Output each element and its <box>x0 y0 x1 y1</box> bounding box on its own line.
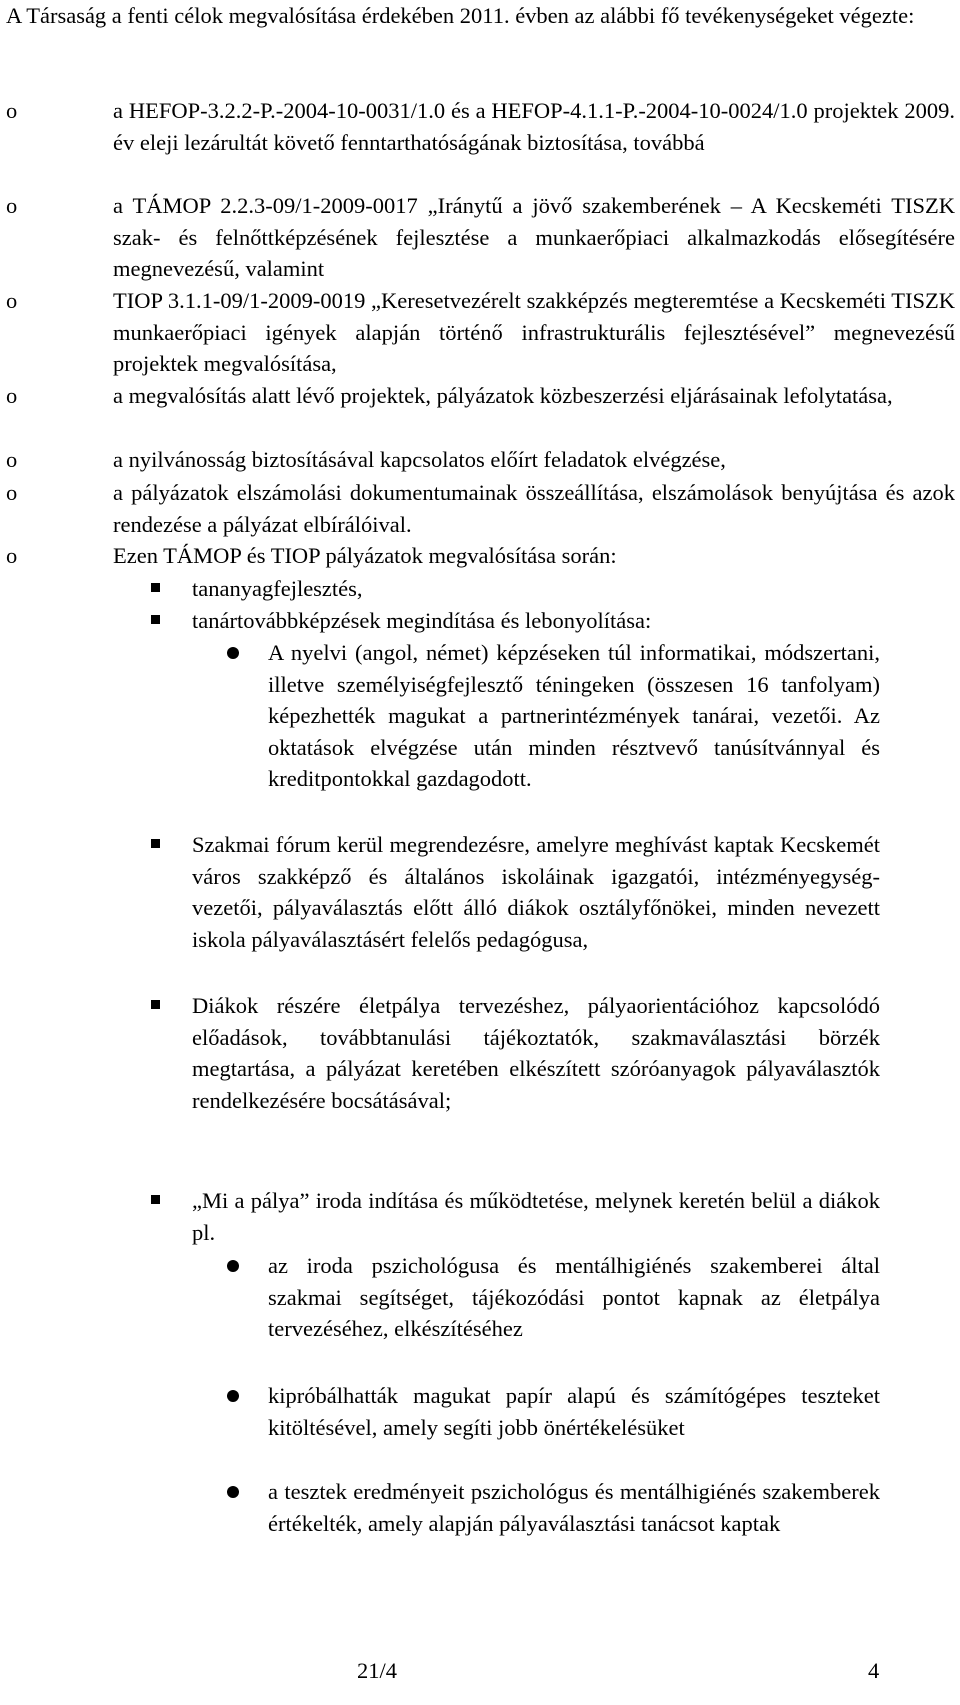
square-bullet-icon <box>151 839 160 848</box>
round-bullet-icon <box>227 1260 239 1272</box>
list-item: a nyilvánosság biztosításával kapcsolatos előírt feladatok elvégzése, <box>113 447 726 472</box>
sub-list-item: Diákok részére életpálya tervezéshez, pályaorientációhoz kapcsolódó előadások, továbbtanulási tájékoztatók, szakmaválasztási börzék megtartása, a pályázat keretében elkészített szóróanyagok pályaválasztók rendelkezésére bocsátásával; <box>192 993 880 1113</box>
sub-sub-list-item: kipróbálhatták magukat papír alapú és számítógépes teszteket kitöltésével, amely segíti jobb önértékelésüket <box>268 1383 880 1440</box>
list-marker: o <box>6 98 18 123</box>
square-bullet-icon <box>151 1195 160 1204</box>
page-counter: 4 <box>868 1658 880 1683</box>
sub-sub-list-item: a tesztek eredményeit pszichológus és mentálhigiénés szakemberek értékelték, amely alapján pályaválasztási tanácsot kaptak <box>268 1479 880 1536</box>
sub-list-item: tanártovábbképzések megindítása és lebonyolítása: <box>192 608 652 633</box>
intro-paragraph: A Társaság a fenti célok megvalósítása érdekében 2011. évben az alábbi fő tevékenységeket végezte: <box>6 3 915 28</box>
list-item: a megvalósítás alatt lévő projektek, pályázatok közbeszerzési eljárásainak lefolytatása, <box>113 383 893 408</box>
list-item: Ezen TÁMOP és TIOP pályázatok megvalósítása során: <box>113 543 617 568</box>
list-item: a pályázatok elszámolási dokumentumainak összeállítása, elszámolások benyújtása és azok rendezése a pályázat elbírálóival. <box>113 480 955 537</box>
list-marker: o <box>6 480 18 505</box>
square-bullet-icon <box>151 615 160 624</box>
round-bullet-icon <box>227 647 239 659</box>
list-item: TIOP 3.1.1-09/1-2009-0019 „Keresetvezérelt szakképzés megteremtése a Kecskeméti TISZK munkaerőpiaci igények alapján történő infrastrukturális fejlesztésével” megnevezésű projektek megvalósítása, <box>113 288 955 376</box>
sub-list-item: Szakmai fórum kerül megrendezésre, amelyre meghívást kaptak Kecskemét város szakképző és általános iskoláinak igazgatói, intézményegység-vezetői, pályaválasztás előtt álló diákok osztályfőnökei, minden nevezett iskola pályaválasztásért felelős pedagógusa, <box>192 832 880 952</box>
square-bullet-icon <box>151 1000 160 1009</box>
list-marker: o <box>6 288 18 313</box>
list-marker: o <box>6 447 18 472</box>
round-bullet-icon <box>227 1486 239 1498</box>
page-number: 21/4 <box>357 1658 398 1683</box>
sub-sub-list-item: A nyelvi (angol, német) képzéseken túl informatikai, módszertani, illetve személyiségfejlesztő téningeken (összesen 16 tanfolyam) képezhették magukat a partnerintézmények tanárai, vezetői. Az oktatások elvégzése után minden résztvevő tanúsítvánnyal és kreditpontokkal gazdagodott. <box>268 640 880 791</box>
sub-list-item: tananyagfejlesztés, <box>192 576 363 601</box>
round-bullet-icon <box>227 1390 239 1402</box>
list-item: a TÁMOP 2.2.3-09/1-2009-0017 „Iránytű a jövő szakemberének – A Kecskeméti TISZK szak- és felnőttképzésének fejlesztése a munkaerőpiaci alkalmazkodás elősegítésére megnevezésű, valamint <box>113 193 955 281</box>
list-marker: o <box>6 193 18 218</box>
sub-sub-list-item: az iroda pszichológusa és mentálhigiénés szakemberei által szakmai segítséget, tájékozódási pontot kapnak az életpálya tervezéséhez, elkészítéséhez <box>268 1253 880 1341</box>
list-marker: o <box>6 543 18 568</box>
square-bullet-icon <box>151 583 160 592</box>
list-marker: o <box>6 383 18 408</box>
list-item: a HEFOP-3.2.2-P.-2004-10-0031/1.0 és a HEFOP-4.1.1-P.-2004-10-0024/1.0 projektek 2009. év eleji lezárultát követő fenntarthatóságának biztosítása, továbbá <box>113 98 955 155</box>
sub-list-item: „Mi a pálya” iroda indítása és működtetése, melynek keretén belül a diákok pl. <box>192 1188 880 1245</box>
